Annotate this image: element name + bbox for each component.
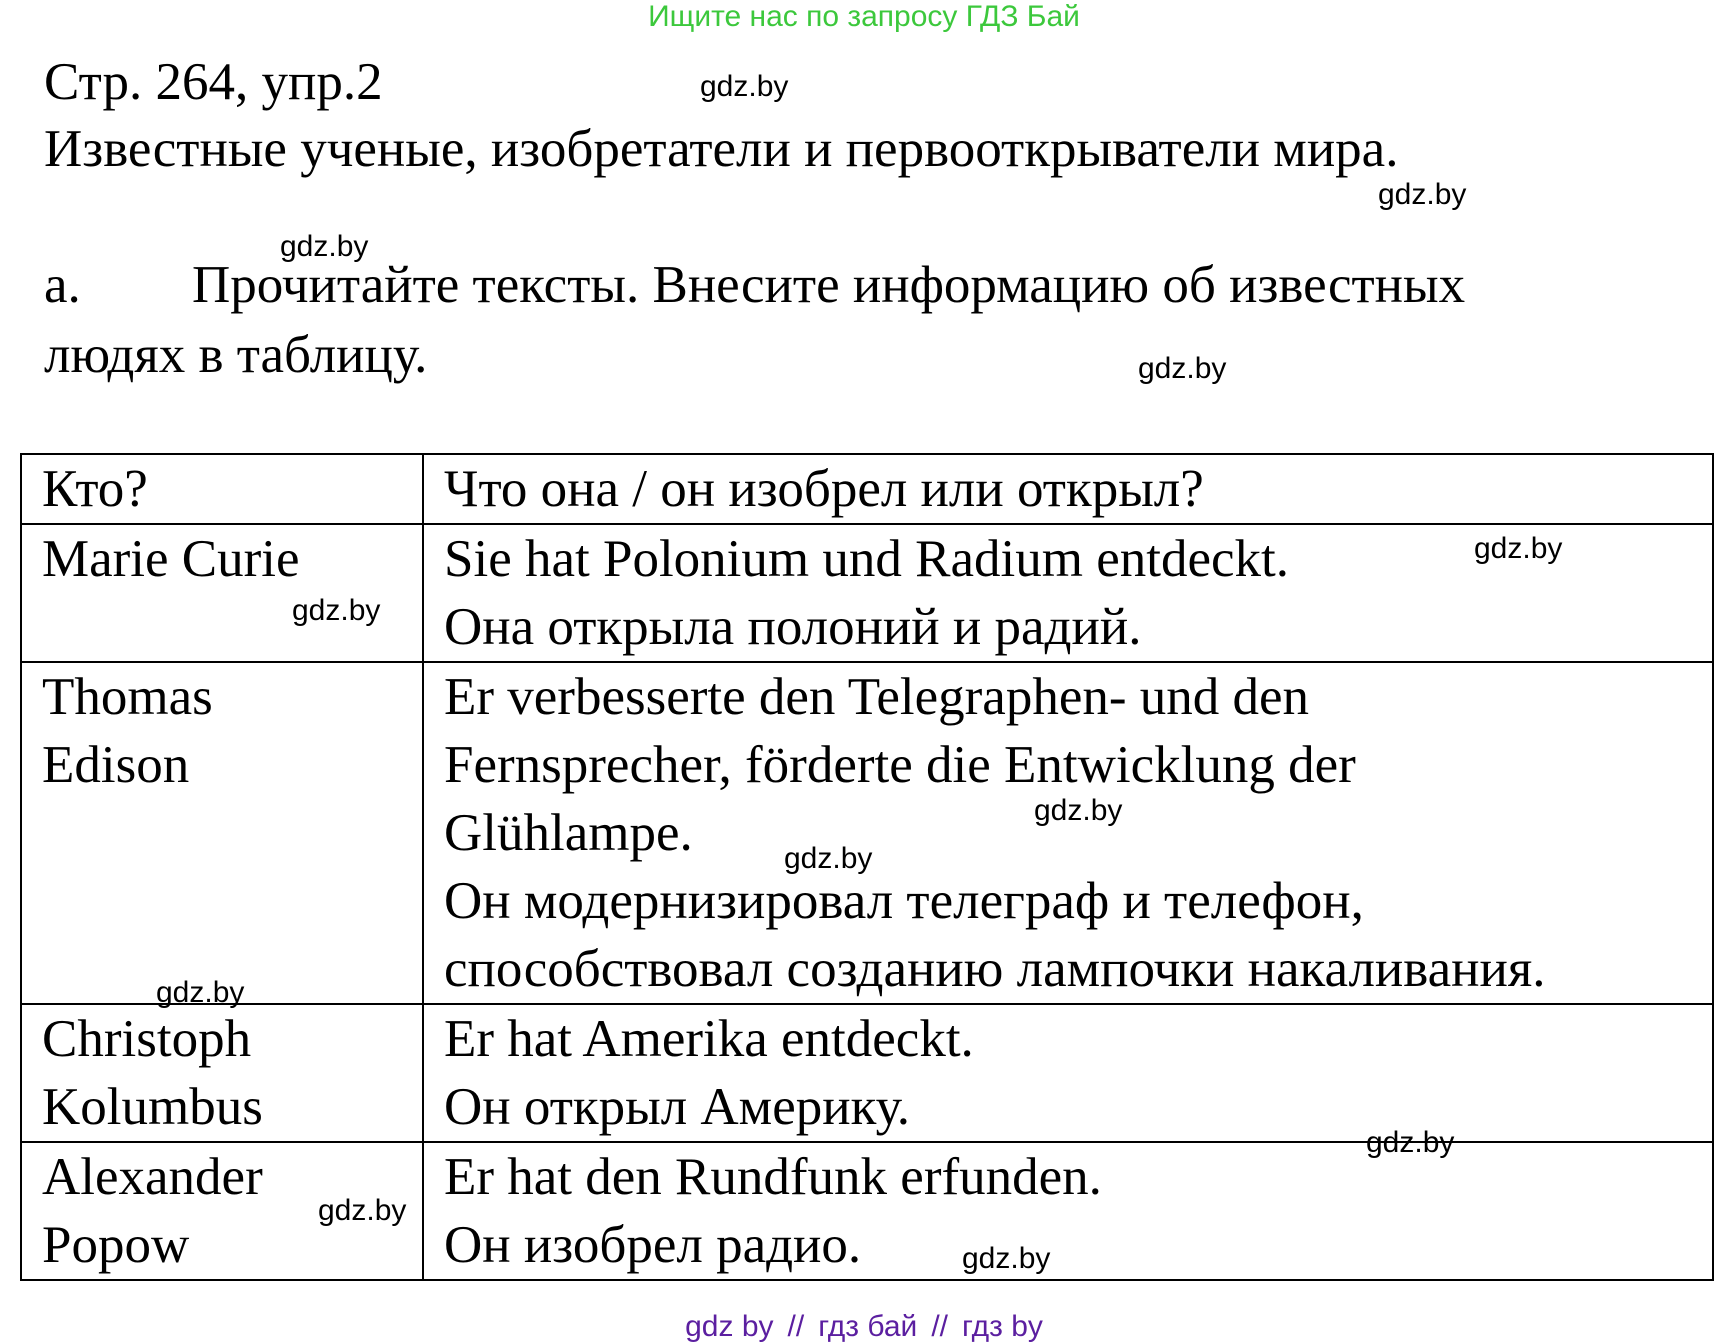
cell-what	[423, 1142, 1713, 1280]
cell-what	[423, 1004, 1713, 1142]
task-instruction	[44, 250, 1684, 390]
what-line: Glühlampe.	[444, 804, 693, 862]
what-line: Он модернизировал телеграф и телефон,	[444, 872, 1364, 930]
watermark: gdz.by	[784, 842, 873, 875]
who-line: Alexander	[42, 1148, 263, 1206]
footer-separator: //	[787, 1310, 805, 1343]
footer-link-gdz-by: gdz by	[685, 1310, 774, 1343]
table-row	[21, 1004, 1713, 1142]
table-header-row	[21, 454, 1713, 524]
watermark: gdz.by	[280, 230, 369, 263]
cell-who	[21, 1004, 423, 1142]
watermark: gdz.by	[962, 1242, 1051, 1275]
footer-link-gdz-bai: гдз бай	[818, 1310, 918, 1343]
who-line: Edison	[42, 736, 190, 794]
what-line: Он изобрел радио.	[444, 1216, 862, 1274]
what-line: Она открыла полоний и радий.	[444, 598, 1142, 656]
footer-link-gdz-by-cyr: гдз by	[962, 1310, 1043, 1343]
header-who: Кто?	[21, 454, 423, 524]
who-line: Popow	[42, 1216, 190, 1274]
table-row	[21, 524, 1713, 662]
what-line: способствовал созданию лампочки накаливания.	[444, 940, 1546, 998]
page-reference: Стр. 264, упр.2	[44, 53, 383, 111]
watermark: gdz.by	[1366, 1126, 1455, 1159]
page-title: Известные ученые, изобретатели и первооткрыватели мира.	[44, 120, 1399, 178]
watermark: gdz.by	[1378, 178, 1467, 211]
cell-who	[21, 524, 423, 662]
task-letter: a.	[44, 256, 81, 314]
what-line: Er hat den Rundfunk erfunden.	[444, 1148, 1102, 1206]
top-banner: Ищите нас по запросу ГДЗ Бай	[648, 0, 1080, 33]
table-row	[21, 1142, 1713, 1280]
who-line: Marie Curie	[42, 530, 300, 588]
who-line: Kolumbus	[42, 1078, 263, 1136]
watermark: gdz.by	[1138, 352, 1227, 385]
what-line: Er verbesserte den Telegraphen- und den	[444, 668, 1310, 726]
what-line: Fernsprecher, förderte die Entwicklung der	[444, 736, 1356, 794]
footer-separator: //	[931, 1310, 948, 1343]
what-line: Er hat Amerika entdeckt.	[444, 1010, 974, 1068]
cell-who	[21, 662, 423, 1004]
header-what: Что она / он изобрел или открыл?	[423, 454, 1713, 524]
watermark: gdz.by	[1034, 794, 1123, 827]
task-text-line2: людях в таблицу.	[44, 326, 428, 384]
task-text-line1: Прочитайте тексты. Внесите информацию об известных	[192, 256, 1466, 314]
watermark: gdz.by	[1474, 532, 1563, 565]
cell-what	[423, 662, 1713, 1004]
watermark: gdz.by	[156, 976, 245, 1009]
who-line: Thomas	[42, 668, 213, 726]
what-line: Он открыл Америку.	[444, 1078, 911, 1136]
what-line: Sie hat Polonium und Radium entdeckt.	[444, 530, 1289, 588]
watermark: gdz.by	[700, 70, 789, 103]
watermark: gdz.by	[292, 594, 381, 627]
footer	[0, 1310, 1728, 1344]
watermark: gdz.by	[318, 1194, 407, 1227]
who-line: Christoph	[42, 1010, 252, 1068]
table-row	[21, 662, 1713, 1004]
